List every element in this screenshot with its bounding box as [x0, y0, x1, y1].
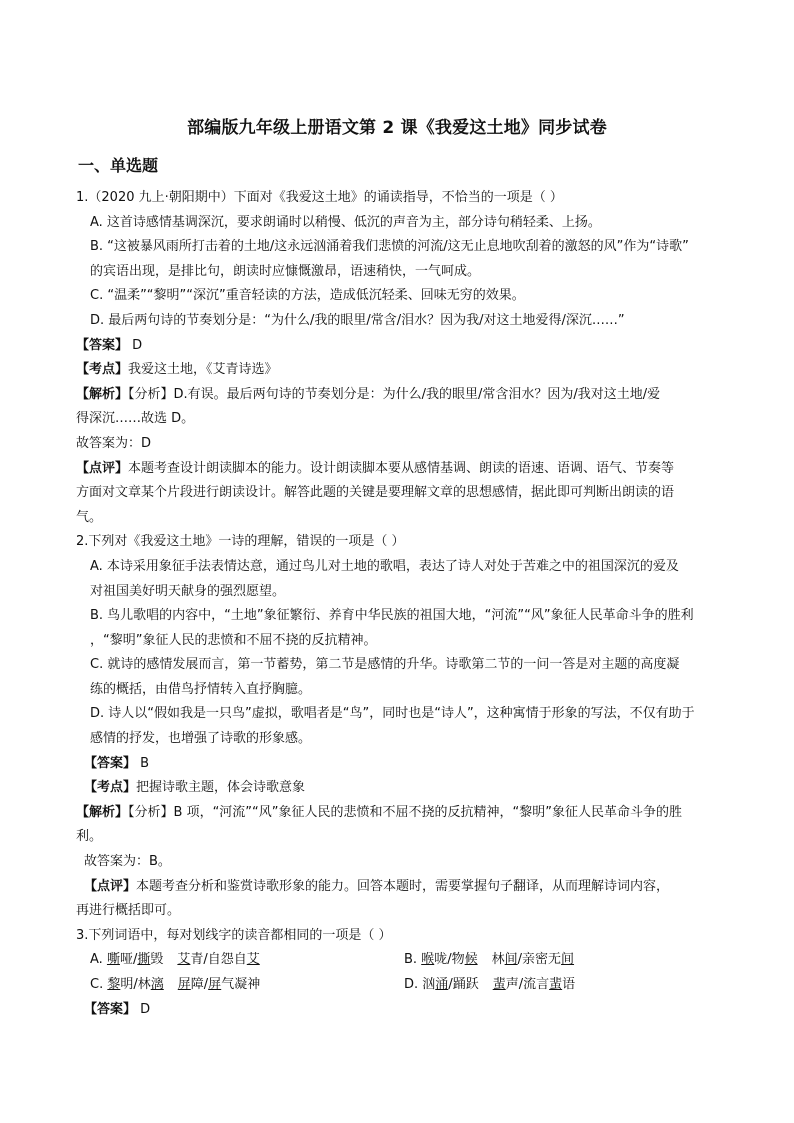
- q2-option-b: B. 鸟儿歌唱的内容中，“土地”象征繁衍、养育中华民族的祖国大地，“河流”“风”象征人民革命斗争的胜利: [90, 608, 694, 624]
- q3-options-cd: [76, 973, 721, 998]
- underlined-char: 黎: [107, 977, 121, 992]
- q3-options-ab: [76, 948, 721, 973]
- q1-comment: [76, 457, 721, 482]
- underlined-char: 蜚: [492, 977, 506, 992]
- q1-comment-end: 气。: [76, 509, 103, 525]
- q2-option-a-cont: 对祖国美好明天献身的强烈愿望。: [90, 583, 286, 599]
- q2-analysis-cont: 利。: [76, 829, 103, 845]
- comment-text: 本题考查分析和鉴赏诗歌形象的能力。回答本题时，需要掌握句子翻译，从而理解诗词内容，: [136, 878, 670, 894]
- comment-tag: 【点评】: [84, 878, 137, 894]
- q1-analysis: [76, 383, 721, 408]
- q3-option-c: [90, 977, 260, 992]
- question-1-stem: 1.（2020 九上·朝阳期中）下面对《我爱这土地》的诵读指导，不恰当的一项是（ ）: [76, 190, 563, 205]
- q1-result: 故答案为：D: [76, 435, 152, 451]
- q2-point: [76, 776, 721, 801]
- word-text: 林: [491, 952, 505, 968]
- answer-value: D: [128, 337, 143, 353]
- underlined-char: 屏: [208, 977, 222, 992]
- underlined-char: 候: [464, 952, 478, 968]
- analysis-tag: 【解析】: [76, 386, 129, 402]
- q1-option-c: C. “温柔”“黎明”“深沉”重音轻读的方法，造成低沉轻柔、回味无穷的效果。: [90, 288, 525, 304]
- underlined-char: 艾: [246, 952, 260, 968]
- underlined-char: 嘶: [106, 952, 120, 968]
- q1-analysis-cont: 得深沉……故选 D。: [76, 411, 195, 427]
- point-tag: 【考点】: [76, 362, 129, 378]
- word-text: /踊跃: [448, 977, 479, 992]
- option-label: C.: [90, 977, 108, 992]
- point-tag: 【考点】: [84, 780, 137, 796]
- analysis-tag: 【解析】: [76, 804, 129, 820]
- question-3-stem: 3.下列词语中，每对划线字的读音都相同的一项是（ ）: [76, 927, 392, 943]
- q1-option-d: D. 最后两句诗的节奏划分是：“为什么/我的眼里/常含/泪水？因为我/对这土地爱得/深沉……”: [90, 312, 625, 328]
- q3-answer: [76, 998, 721, 1023]
- q3-option-b: [404, 948, 574, 973]
- q2-answer: [76, 752, 721, 777]
- q1-point: [76, 358, 721, 383]
- point-text: 把握诗歌主题，体会诗歌意象: [136, 780, 306, 796]
- underlined-char: 撕: [137, 952, 151, 968]
- answer-tag: 【答案】: [84, 755, 137, 771]
- word-text: 毁: [150, 952, 164, 968]
- comment-tag: 【点评】: [76, 460, 129, 476]
- q1-option-b-cont: 的宾语出现，是排比句，朗读时应慷慨激昂，语速稍快，一气呵成。: [90, 263, 481, 279]
- underlined-char: 间: [561, 952, 575, 968]
- option-label: D.: [404, 977, 423, 992]
- q2-option-b-cont: ，“黎明”象征人民的悲愤和不屈不挠的反抗精神。: [90, 632, 377, 648]
- underlined-char: 涌: [435, 977, 449, 992]
- word-text: 语: [562, 977, 576, 992]
- word-text: 汹: [422, 977, 436, 992]
- q2-option-c: C. 就诗的感情发展而言，第一节蓄势，第二节是感情的升华。诗歌第二节的一问一答是对主题的高度凝: [90, 657, 680, 673]
- q2-option-d: D. 诗人以“假如我是一只鸟”虚拟，歌唱者是“鸟”，同时也是“诗人”，这种寓情于形象的写法，不仅有助于: [90, 706, 695, 722]
- comment-text: 本题考查设计朗读脚本的能力。设计朗读脚本要从感情基调、朗读的语速、语调、语气、节奏等: [128, 460, 675, 476]
- q2-option-c-cont: 练的概括，由借鸟抒情转入直抒胸臆。: [90, 681, 312, 697]
- q2-comment-cont: 再进行概括即可。: [76, 903, 181, 919]
- point-text: 我爱这土地，《艾青诗选》: [128, 362, 278, 378]
- page-title: 部编版九年级上册语文第 2 课《我爱这土地》同步试卷: [187, 118, 607, 138]
- answer-tag: 【答案】: [84, 1001, 137, 1017]
- analysis-text: 【分析】D.有误。最后两句诗的节奏划分是：为什么/我的眼里/常含泪水？因为/我对这土地/爱: [128, 386, 661, 402]
- q1-option-a: A. 这首诗感情基调深沉，要求朗诵时以稍慢、低沉的声音为主，部分诗句稍轻柔、上扬。: [90, 214, 601, 230]
- answer-value: B: [136, 755, 150, 771]
- underlined-char: 屏: [177, 977, 191, 992]
- q2-option-d-cont: 感情的抒发，也增强了诗歌的形象感。: [90, 731, 312, 747]
- underlined-char: 艾: [177, 952, 191, 968]
- word-text: 障/: [190, 977, 209, 992]
- q2-comment: [76, 875, 721, 900]
- analysis-text: 【分析】B 项，“河流”“风”象征人民的悲愤和不屈不挠的反抗精神，“黎明”象征人民革命斗争的胜: [128, 804, 682, 820]
- word-text: 哑/: [119, 952, 138, 968]
- underlined-char: 间: [504, 952, 518, 968]
- word-text: 咙/物: [434, 952, 465, 968]
- question-list: [76, 186, 721, 1022]
- word-text: 声/流言: [505, 977, 550, 992]
- q3-option-a: [90, 952, 260, 967]
- question-2-stem: 2.下列对《我爱这土地》一诗的理解，错误的一项是（ ）: [76, 534, 405, 550]
- answer-value: D: [136, 1001, 151, 1017]
- q2-analysis: [76, 801, 721, 826]
- q1-comment-cont: 方面对文章某个片段进行朗读设计。解答此题的关键是要理解文章的思想感情，据此即可判断出朗读的语: [76, 485, 675, 501]
- answer-tag: 【答案】: [76, 337, 129, 353]
- underlined-char: 蜚: [549, 977, 563, 992]
- word-text: 明/林: [120, 977, 151, 992]
- q2-option-a: A. 本诗采用象征手法表情达意，通过鸟儿对土地的歌唱，表达了诗人对处于苦难之中的祖国深沉的爱及: [90, 558, 679, 574]
- underlined-char: 喉: [421, 952, 435, 968]
- q1-option-b: B. “这被暴风雨所打击着的土地/这永远汹涌着我们悲愤的河流/这无止息地吹刮着的激怒的风”作为“诗歌”: [90, 239, 689, 255]
- word-text: 青/自怨自: [190, 952, 247, 968]
- word-text: /亲密无: [517, 952, 562, 968]
- q3-option-d: [404, 973, 575, 998]
- option-label: B.: [404, 952, 422, 968]
- q2-result: 故答案为：B。: [84, 854, 171, 870]
- option-label: A.: [90, 952, 107, 968]
- q1-answer: [76, 334, 721, 359]
- underlined-char: 漓: [150, 977, 164, 992]
- word-text: 气凝神: [221, 977, 261, 992]
- section-heading: 一、单选题: [78, 156, 159, 175]
